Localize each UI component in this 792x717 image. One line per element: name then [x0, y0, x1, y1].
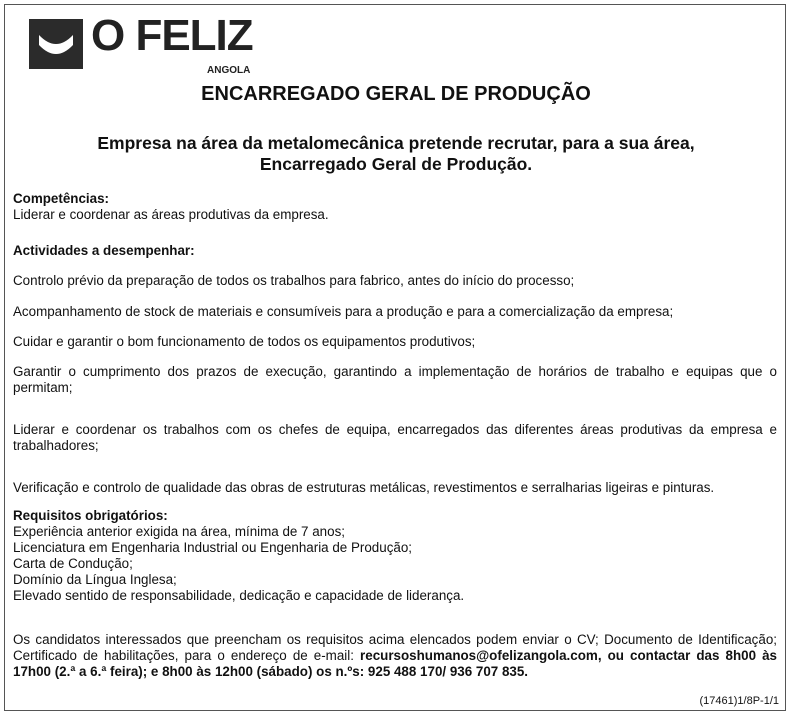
list-item: Experiência anterior exigida na área, mínima de 7 anos;: [13, 524, 345, 539]
requisitos-heading: Requisitos obrigatórios:: [13, 508, 168, 523]
list-item: Controlo prévio da preparação de todos os trabalhos para fabrico, antes do início do processo;: [13, 273, 575, 288]
subtitle-line: Empresa na área da metalomecânica pretende recrutar, para a sua área,: [97, 133, 695, 153]
requisitos-section: [13, 508, 777, 604]
smile-icon: [29, 19, 83, 69]
logo-country: ANGOLA: [207, 65, 251, 76]
list-item: Acompanhamento de stock de materiais e consumíveis para a produção e para a comercialização da empresa;: [13, 304, 674, 319]
contact-join: , ou: [597, 648, 631, 663]
logo-name: O FELIZ: [91, 11, 253, 60]
competencias-text: Liderar e coordenar as áreas produtivas da empresa.: [13, 207, 329, 222]
subtitle: [5, 133, 787, 175]
list-item: Verificação e controlo de qualidade das obras de estruturas metálicas, revestimentos e serralharias ligeiras e pinturas.: [13, 480, 715, 495]
list-item: Domínio da Língua Inglesa;: [13, 572, 177, 587]
list-item: Liderar e coordenar os trabalhos com os chefes de equipa, encarregados das diferentes áreas produtivas da empresa e trabalhadores;: [13, 422, 777, 453]
contact-paragraph: [13, 632, 777, 680]
advertisement-frame: [4, 4, 786, 711]
list-item: Elevado sentido de responsabilidade, dedicação e capacidade de liderança.: [13, 588, 465, 603]
reference-code: (17461)1/8P-1/1: [699, 695, 779, 707]
list-item: Carta de Condução;: [13, 556, 133, 571]
competencias-heading: Competências:: [13, 191, 109, 206]
contact-email[interactable]: recursoshumanos@ofelizangola.com: [360, 648, 598, 663]
list-item: Cuidar e garantir o bom funcionamento de todos os equipamentos produtivos;: [13, 334, 476, 349]
page-title: ENCARREGADO GERAL DE PRODUÇÃO: [201, 83, 591, 105]
list-item: Garantir o cumprimento dos prazos de execução, garantindo a implementação de horários de trabalho e equipas que o permitam;: [13, 364, 777, 395]
contact-intro: Os candidatos interessados que preencham os requisitos acima elencados podem enviar o CV; Documento de Identificação; Certificado de habilitações, para o endereço de e-mail:: [13, 632, 777, 663]
actividades-heading: Actividades a desempenhar:: [13, 243, 195, 258]
list-item: Licenciatura em Engenharia Industrial ou Engenharia de Produção;: [13, 540, 413, 555]
contact-schedule: contactar das 8h00 às 17h00 (2.ª a 6.ª feira); e 8h00 às 12h00 (sábado) os n.ºs: 925 488 170/ 936 707 835.: [13, 648, 777, 679]
competencias-section: [13, 191, 777, 223]
subtitle-line: Encarregado Geral de Produção.: [259, 154, 533, 174]
